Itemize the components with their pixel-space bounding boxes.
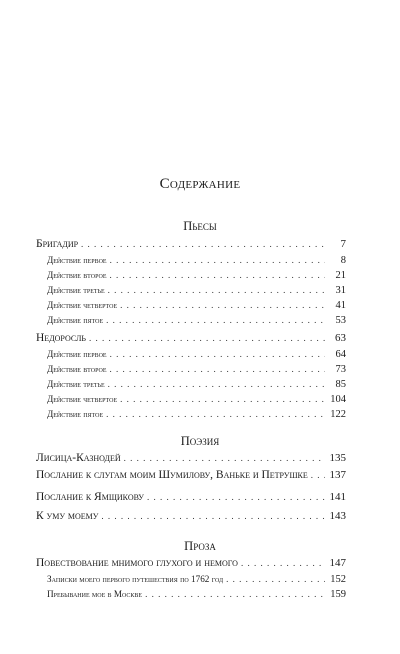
toc-entry-label: Повествование мнимого глухого и немого	[36, 557, 238, 569]
leader-dots	[120, 392, 325, 406]
leader-dots	[110, 253, 325, 267]
toc-entry[interactable]	[47, 253, 346, 268]
toc-entry-label: Действие третье	[47, 285, 105, 295]
toc-entry[interactable]	[47, 298, 346, 313]
leader-dots	[106, 407, 325, 421]
toc-entry-page: 63	[335, 332, 346, 344]
leader-dots	[108, 283, 325, 297]
leader-dots	[110, 347, 325, 361]
toc-entry[interactable]	[47, 347, 346, 362]
toc-entry-page: 152	[330, 574, 346, 585]
toc-entry[interactable]	[47, 268, 346, 283]
toc-entry-label: Действие второе	[47, 364, 107, 374]
toc-entry[interactable]	[36, 556, 346, 570]
toc-entry-page: 147	[329, 557, 346, 569]
toc-entry-page: 141	[329, 491, 346, 503]
toc-entry[interactable]	[36, 331, 346, 345]
toc-entry-label: Действие пятое	[47, 315, 104, 325]
leader-dots	[147, 490, 325, 504]
toc-entry-page: 31	[335, 285, 346, 296]
toc-entry-page: 143	[329, 510, 346, 522]
toc-entry-page: 73	[335, 364, 346, 375]
leader-dots	[89, 331, 325, 345]
toc-entry[interactable]	[47, 283, 346, 298]
toc-entry-label: Послание к слугам моим Шумилову, Ваньке и Петрушке	[36, 469, 308, 481]
leader-dots	[226, 572, 325, 586]
toc-entry-page: 64	[335, 349, 346, 360]
toc-entry-label: Действие второе	[47, 270, 107, 280]
toc-entry-label: К уму моему	[36, 510, 99, 522]
toc-entry-page: 41	[335, 300, 346, 311]
leader-dots	[108, 377, 325, 391]
toc-entry-page: 8	[340, 255, 346, 266]
toc-title: Содержание	[159, 176, 241, 192]
section-heading-plays: Пьесы	[183, 219, 217, 233]
toc-entry-label: Действие первое	[47, 255, 107, 265]
leader-dots	[81, 237, 325, 251]
leader-dots	[109, 268, 325, 282]
toc-entry-label: Действие четвертое	[47, 394, 118, 404]
toc-entry-label: Пребывание мое в Москве	[47, 589, 143, 599]
toc-entry-label: Действие четвертое	[47, 300, 118, 310]
toc-entry-label: Записки моего первого путешествия по 1762 год	[47, 574, 224, 584]
toc-entry-page: 53	[335, 315, 346, 326]
leader-dots	[124, 451, 325, 465]
toc-entry-label: Лисица-Казнодей	[36, 452, 121, 464]
toc-entry[interactable]	[36, 237, 346, 251]
toc-entry[interactable]	[36, 509, 346, 523]
toc-entry[interactable]	[36, 468, 346, 482]
toc-entry[interactable]	[47, 377, 346, 392]
leader-dots	[120, 298, 325, 312]
toc-entry[interactable]	[47, 392, 346, 407]
toc-entry-label: Действие первое	[47, 349, 107, 359]
leader-dots	[241, 556, 325, 570]
toc-entry[interactable]	[47, 407, 346, 422]
toc-entry-page: 7	[340, 238, 346, 250]
toc-entry[interactable]	[47, 572, 346, 587]
toc-entry-label: Действие третье	[47, 379, 105, 389]
toc-entry[interactable]	[36, 490, 346, 504]
toc-entry[interactable]	[47, 362, 346, 377]
toc-entry-page: 104	[330, 394, 346, 405]
section-heading-poetry: Поэзия	[180, 434, 220, 448]
toc-entry-page: 159	[330, 589, 346, 600]
toc-entry-page: 122	[330, 409, 346, 420]
section-heading-prose: Проза	[184, 539, 216, 553]
leader-dots	[101, 509, 325, 523]
leader-dots	[145, 587, 325, 601]
toc-entry-label: Недоросль	[36, 332, 87, 344]
toc-entry-label: Бригадир	[36, 238, 79, 250]
toc-entry-label: Послание к Ямщикову	[36, 491, 144, 503]
toc-entry[interactable]	[36, 451, 346, 465]
toc-entry-page: 21	[335, 270, 346, 281]
toc-entry-label: Действие пятое	[47, 409, 104, 419]
toc-entry[interactable]	[47, 587, 346, 602]
leader-dots	[106, 313, 325, 327]
toc-entry-page: 135	[329, 452, 346, 464]
toc-entry-page: 137	[329, 469, 346, 481]
leader-dots	[109, 362, 325, 376]
toc-entry[interactable]	[47, 313, 346, 328]
toc-entry-page: 85	[335, 379, 346, 390]
leader-dots	[311, 468, 325, 482]
